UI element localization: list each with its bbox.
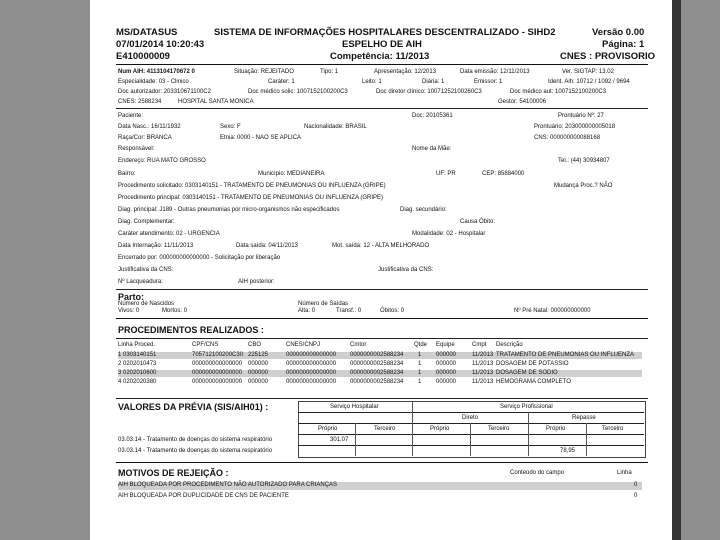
valores-row-2-prof: 78,95 (560, 448, 576, 454)
valores-sub-1: Próprio (318, 426, 338, 432)
table-cell: 0000000002588234 (350, 370, 404, 376)
carater-atendimento: Caráter atendimento: 02 - URGENCIA (118, 231, 220, 237)
parto-obitos: Óbitos: 0 (380, 308, 405, 314)
patient-bairro: Bairro: (118, 171, 136, 177)
table-row (118, 361, 642, 368)
table-cell: 1 (418, 361, 422, 367)
parto-transf: Transf.: 0 (336, 308, 362, 314)
laqueadura: Nº Lacqueadura: (118, 279, 163, 285)
aih-line-4: CNES: 2588234 HOSPITAL SANTA MONICA Gestor: 54100006 (118, 99, 547, 105)
table-row (118, 379, 642, 386)
table-cell: DOSAGEM DE POTASSIO (496, 361, 569, 367)
patient-municipio: Município: MEDIANEIRA (258, 171, 325, 177)
motivos-title: MOTIVOS DE REJEIÇÃO : (118, 468, 229, 478)
patient-sex: Sexo: F (220, 124, 241, 130)
table-cell: 11/2013 (472, 352, 494, 358)
table-cell: 0000000002588234 (350, 361, 404, 367)
motivo-saida: Mot. saída: 12 - ALTA MELHORADO (332, 243, 430, 249)
valores-sub-6: Terceiro (602, 426, 624, 432)
diag-secundario: Diag. secundário: (400, 207, 447, 213)
patient-ethnicity: Etnia: 0000 - NAO SE APLICA (220, 135, 302, 141)
data-saida: Data saída: 04/11/2013 (236, 243, 298, 249)
table-cell: 0000000002588234 (350, 379, 404, 385)
proc-principal: Procedimento principal: 0303140151 - TRATAMENTO DE PNEUMONIAS OU INFLUENZA (GRIPE) (118, 195, 383, 201)
parto-title: Parto: (118, 292, 145, 302)
table-cell: TRATAMENTO DE PNEUMONIAS OU INFLUENZA (496, 352, 635, 358)
table-cell: 000000 (436, 361, 457, 367)
table-cell: 000000000000000 (286, 352, 337, 358)
valores-repasse: Repasse (572, 415, 596, 421)
motivo-row: AIH BLOQUEADA POR DUPLICIDADE DE CNS DE PACIENTE 0 (118, 493, 638, 499)
aih-line-1: Num AIH: 4113104170672 0 Situação: REJEITADO Tipo: 1 Apresentação: 12/2013 Data emissão: 12/11/2013 Ver. SIGTAP: 13.02 (118, 69, 614, 75)
patient-name: Paciente: (118, 113, 144, 119)
patient-responsavel: Responsável: (118, 146, 155, 152)
table-cell: 11/2013 (472, 379, 494, 385)
patient-address: Endereço: RUA MATO GROSSO (118, 158, 206, 164)
table-cell: 225125 (248, 352, 269, 358)
patient-nationality: Nacionalidade: BRASIL (304, 124, 367, 130)
valores-direto: Direto (462, 415, 479, 421)
table-cell: 000000000000000 (192, 370, 243, 376)
header-system: SISTEMA DE INFORMAÇÕES HOSPITALARES DESCENTRALIZADO - SIHD2 (214, 27, 556, 38)
proc-mudanca: Mudança Proc.? NÃO (554, 183, 613, 189)
table-cell: 000000 (436, 352, 457, 358)
patient-birth: Data Nasc.: 16/11/1932 (118, 124, 181, 130)
justificativa-cns: Justificativa da CNS: (378, 267, 434, 273)
table-cell: 1 (418, 379, 422, 385)
table-cell: 000000000000000 (286, 370, 337, 376)
aih-line-3: Doc autorizador: 203310671100C2 Doc médico solic: 1007152100200C3 Doc diretor clínico: 10071252100260C3 Doc médico aut: 1007152100200C3 (118, 89, 607, 95)
table-cell: 000000000000000 (192, 379, 243, 385)
aih-line-2: Especialidade: 03 - Clinico Caráter: 1 Leito: 1 Diária: 1 Emissor: 1 Ident. Aih: 10712 / 1092 / 9694 (118, 79, 630, 85)
patient-mother: Nome da Mãe: (412, 146, 452, 152)
table-cell: 11/2013 (472, 361, 494, 367)
table-cell: 000000000000000 (286, 361, 337, 367)
table-cell: 0000000002588234 (350, 352, 404, 358)
valores-title: VALORES DA PRÉVIA (SIS/AIH01) : (118, 402, 269, 412)
motivos-linha-label: Linha (617, 470, 632, 476)
parto-vivos: Vivos: 0 (118, 308, 140, 314)
realizados-title: PROCEDIMENTOS REALIZADOS : (118, 325, 264, 335)
encerrado-por: Encerrado por: 000000000000000 - Solicitação por liberação (118, 255, 281, 261)
parto-prenatal: Nº Pré Natal: 000000000000 (514, 308, 591, 314)
valores-sub-2: Terceiro (374, 426, 396, 432)
valores-row-2-label: 03.03.14 - Tratamento de doenças do sistema respiratório (118, 448, 273, 454)
header-org: MS/DATASUS (116, 27, 178, 38)
diag-complementar: Diag. Complementar: (118, 219, 175, 225)
aih-posterior: AIH posterior: (238, 279, 275, 285)
valores-row-1-label: 03.03.14 - Tratamento de doenças do sistema respiratório (118, 437, 273, 443)
table-row (118, 370, 642, 377)
patient-cep: CEP: 85884000 (482, 171, 525, 177)
valores-hosp-title: Serviço Hospitalar (330, 404, 379, 410)
table-cell: 11/2013 (472, 370, 494, 376)
realizados-header: Linha Proced. CPF/CNS CBO CNES/CNPJ Cmtor Qtde Equipe Cmpt Descrição (118, 342, 523, 348)
patient-doc: Doc: 20105361 (412, 113, 453, 119)
parto-mortos: Mortos: 0 (162, 308, 188, 314)
table-cell: 3 0202010600 (118, 370, 157, 376)
header-competencia: Competência: 11/2013 (330, 51, 430, 62)
header-cnes-prov: CNES : PROVISORIO (560, 51, 656, 62)
table-cell: 000000 (248, 379, 269, 385)
table-cell: 000000 (248, 361, 269, 367)
motivo-row: AIH BLOQUEADA POR PROCEDIMENTO NÃO AUTORIZADO PARA CRIANÇAS 0 (118, 482, 642, 490)
justificativa: Justificativa da CNS: (118, 267, 174, 273)
valores-sub-4: Terceiro (488, 426, 510, 432)
table-cell: 000000 (436, 370, 457, 376)
table-cell: HEMOGRAMA COMPLETO (496, 379, 571, 385)
header-version: Versão 0.00 (592, 27, 645, 38)
table-cell: 705712100200C30 (192, 352, 244, 358)
patient-uf: UF: PR (436, 171, 456, 177)
table-cell: 4 0202020380 (118, 379, 157, 385)
report-page (90, 0, 672, 540)
table-cell: 2 0202010473 (118, 361, 157, 367)
patient-phone: Tel.: (44) 30934807 (558, 158, 610, 164)
header-page: Página: 1 (602, 39, 645, 50)
causa-obito: Causa Óbito: (460, 219, 496, 225)
patient-prontuario-num: Prontuário Nº: 27 (558, 113, 604, 119)
parto-saidas-label: Número de Saídas (298, 301, 349, 307)
valores-sub-5: Próprio (546, 426, 566, 432)
patient-race: Raça/Cor: BRANCA (118, 135, 172, 141)
header-doc-title: ESPELHO DE AIH (342, 39, 422, 50)
motivos-conteudo-label: Conteúdo do campo (510, 470, 565, 476)
patient-cns: CNS: 000000000088168 (534, 135, 601, 141)
header-datetime: 07/01/2014 10:20:43 (116, 39, 205, 50)
header-code: E410000009 (116, 51, 170, 62)
table-row (118, 352, 642, 359)
valores-sub-3: Próprio (430, 426, 450, 432)
table-cell: 000000000000000 (192, 361, 243, 367)
table-cell: 1 (418, 352, 422, 358)
table-cell: 000000000000000 (286, 379, 337, 385)
table-cell: 000000 (436, 379, 457, 385)
patient-prontuario: Prontuário: 203000000005018 (534, 124, 616, 130)
header-divider (116, 64, 648, 65)
parto-alta: Alta: 0 (298, 308, 316, 314)
page-shadow (672, 0, 681, 540)
table-cell: 000000 (248, 370, 269, 376)
diag-principal: Diag. principal: J189 - Outras pneumonias por micro-organismos não especificados (118, 207, 340, 213)
table-cell: DOSAGEM DE SODIO (496, 370, 558, 376)
parto-nascidos-label: Número de Nascidos (118, 301, 175, 307)
modalidade: Modalidade: 02 - Hospitalar (412, 231, 486, 237)
proc-solicitado: Procedimento solicitado: 0303140151 - TRATAMENTO DE PNEUMONIAS OU INFLUENZA (GRIPE) (118, 183, 386, 189)
table-cell: 1 0303140151 (118, 352, 157, 358)
table-cell: 1 (418, 370, 422, 376)
data-internacao: Data Internação: 11/11/2013 (118, 243, 194, 249)
valores-prof-title: Serviço Profissional (500, 404, 553, 410)
valores-row-1-hosp: 301,07 (330, 437, 349, 443)
